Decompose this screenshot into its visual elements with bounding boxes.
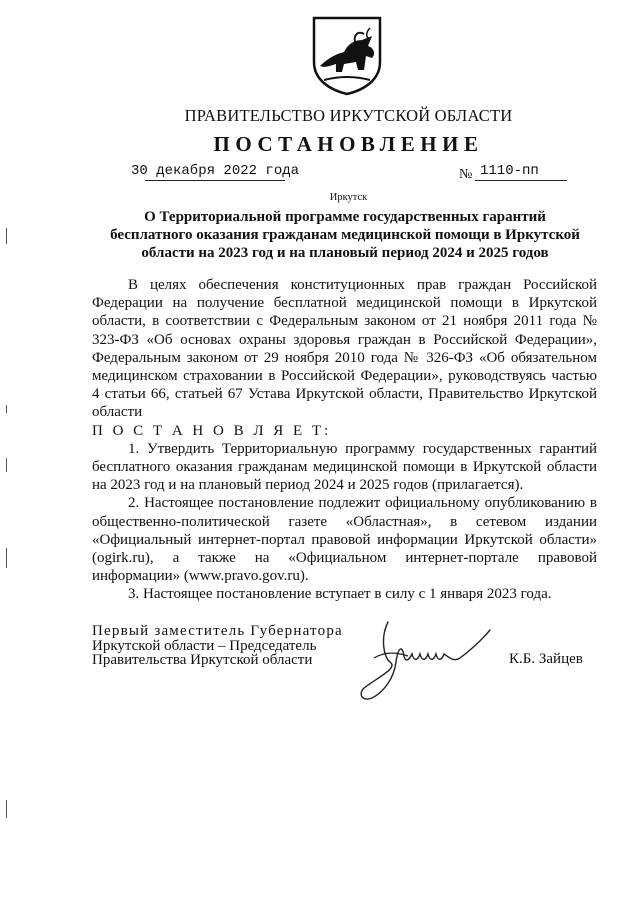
number-underline (475, 180, 567, 181)
government-heading: ПРАВИТЕЛЬСТВО ИРКУТСКОЙ ОБЛАСТИ (184, 106, 513, 125)
handwritten-signature (350, 618, 510, 708)
coat-of-arms-icon (306, 14, 388, 96)
document-type: ПОСТАНОВЛЕНИЕ (213, 132, 484, 156)
title-line: О Территориальной программе государственных гарантий (144, 209, 546, 225)
decree-body (92, 276, 597, 604)
item-1: 1. Утвердить Территориальную программу государственных гарантий бесплатного оказания гражданам медицинской помощи в Иркутской области на 2023 год и на плановый период 2024 и 2025 годов (прилагается). (92, 440, 597, 494)
scan-mark (6, 405, 7, 413)
date-underline (145, 180, 285, 181)
decree-number: 1110-пп (480, 163, 539, 179)
title-line: области на 2023 год и на плановый период 2024 и 2025 годов (141, 245, 549, 261)
item-3: 3. Настоящее постановление вступает в силу с 1 января 2023 года. (128, 586, 552, 603)
position-line: Иркутской области – Председатель (92, 637, 317, 654)
scan-mark (6, 800, 7, 818)
signatory-name: К.Б. Зайцев (509, 651, 583, 667)
scan-mark (6, 458, 7, 472)
position-line: Первый заместитель Губернатора (92, 623, 343, 639)
signatory-position (92, 624, 343, 668)
position-line: Правительства Иркутской области (92, 652, 313, 668)
city: Иркутск (329, 192, 368, 203)
scan-mark (6, 548, 7, 568)
decree-word: П О С Т А Н О В Л Я Е Т: (92, 422, 332, 439)
decree-title (90, 208, 600, 262)
item-2: 2. Настоящее постановление подлежит официальному опубликованию в общественно-политической газете «Областная», в сетевом издании «Официальный интернет-портал правовой информации Иркутской области» (ogirk.ru), а также на «Официальном интернет-портале правовой информации» (www.pravo.gov.ru). (92, 495, 597, 585)
title-line: бесплатного оказания гражданам медицинской помощи в Иркутской (110, 227, 580, 243)
scan-mark (6, 228, 7, 244)
decree-date: 30 декабря 2022 года (131, 163, 300, 179)
number-sign: № (459, 167, 473, 182)
preamble: В целях обеспечения конституционных прав граждан Российской Федерации на получение бесплатной медицинской помощи в Иркутской области, в соответствии с Федеральным законом от 21 ноября 2011 года № 323-ФЗ «Об основах охраны здоровья граждан в Российской Федерации», Федеральным законом от 29 ноября 2010 года № 326-ФЗ «Об обязательном медицинском страховании в Российской Федерации», руководствуясь частью 4 статьи 66, статьей 67 Устава Иркутской области, Правительство Иркутской области (92, 277, 597, 421)
